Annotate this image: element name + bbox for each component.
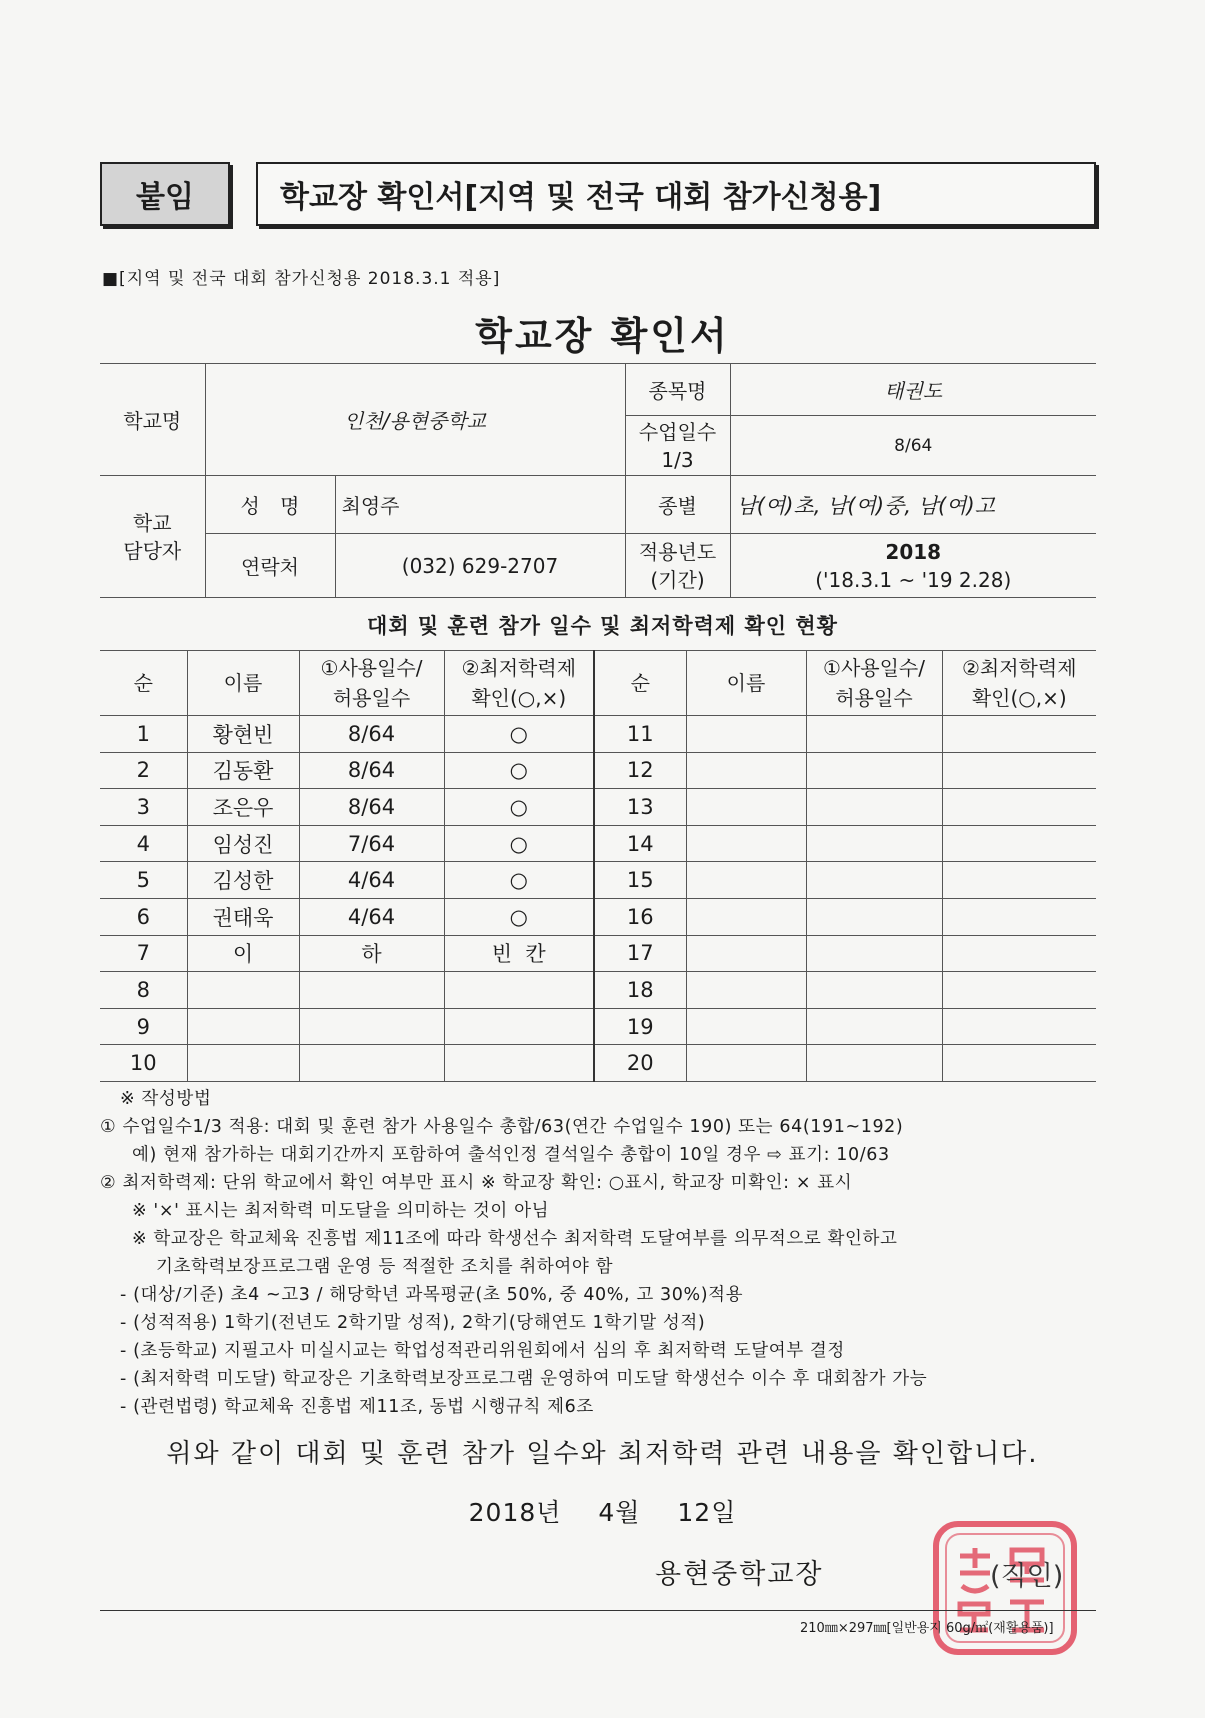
row-check-2 bbox=[942, 789, 1096, 826]
row-check-2 bbox=[942, 898, 1096, 935]
row-no-2: 16 bbox=[594, 898, 686, 935]
row-days: 8/64 bbox=[299, 789, 444, 826]
header-no-2: 순 bbox=[594, 651, 686, 716]
header-check-line2: 확인(○,×) bbox=[471, 686, 567, 710]
row-check-2 bbox=[942, 862, 1096, 899]
notes-heading: ※ 작성방법 bbox=[120, 1089, 212, 1109]
row-name-2 bbox=[686, 825, 806, 862]
header-name: 이름 bbox=[187, 651, 299, 716]
row-check: 빈 칸 bbox=[444, 935, 594, 972]
manager-label-line1: 학교 bbox=[132, 510, 172, 535]
row-no-2: 14 bbox=[594, 825, 686, 862]
row-check bbox=[444, 1045, 594, 1082]
row-name: 김동환 bbox=[187, 752, 299, 789]
row-no: 6 bbox=[100, 898, 187, 935]
row-check bbox=[444, 1008, 594, 1045]
row-days bbox=[299, 1008, 444, 1045]
row-days: 4/64 bbox=[299, 862, 444, 899]
event-label: 종목명 bbox=[625, 364, 730, 416]
row-name: 권태욱 bbox=[187, 898, 299, 935]
row-no-2: 18 bbox=[594, 972, 686, 1009]
principal-title: 용현중학교장 bbox=[655, 1559, 824, 1590]
writing-instructions bbox=[100, 1085, 1100, 1421]
row-days-2 bbox=[806, 935, 942, 972]
student-table bbox=[100, 650, 1096, 1082]
header-check-2 bbox=[942, 651, 1096, 716]
year-label bbox=[625, 534, 730, 598]
contact-label: 연락처 bbox=[205, 534, 335, 598]
period-value: ('18.3.1 ~ '19 2.28) bbox=[815, 567, 1012, 592]
days-label bbox=[625, 416, 730, 476]
table-row bbox=[100, 716, 1096, 753]
category-value: 남(여)초, 남(여)중, 남(여)고 bbox=[730, 476, 1096, 534]
note-line: ※ 학교장은 학교체육 진흥법 제11조에 따라 학생선수 최저학력 도달여부를 의무적으로 확인하고 bbox=[132, 1229, 898, 1249]
row-no: 5 bbox=[100, 862, 187, 899]
row-days: 하 bbox=[299, 935, 444, 972]
row-name-2 bbox=[686, 935, 806, 972]
header-name-2: 이름 bbox=[686, 651, 806, 716]
row-check: ○ bbox=[444, 716, 594, 753]
contact-value: (032) 629-2707 bbox=[335, 534, 625, 598]
row-days bbox=[299, 972, 444, 1009]
row-no-2: 19 bbox=[594, 1008, 686, 1045]
attachment-tag: 붙임 bbox=[100, 162, 230, 226]
row-check-2 bbox=[942, 1008, 1096, 1045]
confirmation-statement: 위와 같이 대회 및 훈련 참가 일수와 최저학력 관련 내용을 확인합니다. bbox=[166, 1439, 1039, 1469]
note-line: ② 최저학력제: 단위 학교에서 확인 여부만 표시 ※ 학교장 확인: ○표시, 학교장 미확인: × 표시 bbox=[100, 1173, 853, 1193]
header-days-2 bbox=[806, 651, 942, 716]
year-cell bbox=[730, 534, 1096, 598]
row-name-2 bbox=[686, 716, 806, 753]
note-line: - (최저학력 미도달) 학교장은 기초학력보장프로그램 운영하여 미도달 학생선수 이수 후 대회참가 가능 bbox=[120, 1369, 928, 1389]
header-title: 학교장 확인서[지역 및 전국 대회 참가신청용] bbox=[256, 162, 1096, 226]
row-no-2: 20 bbox=[594, 1045, 686, 1082]
paper-spec: 210㎜×297㎜[일반용지 60g/㎡(재활용품)] bbox=[800, 1621, 1054, 1636]
row-name: 이 bbox=[187, 935, 299, 972]
row-check-2 bbox=[942, 825, 1096, 862]
row-name-2 bbox=[686, 1045, 806, 1082]
date-month: 4월 bbox=[598, 1498, 641, 1527]
note-line: - (성적적용) 1학기(전년도 2학기말 성적), 2학기(당해연도 1학기말 성적) bbox=[120, 1313, 706, 1333]
days-label-line2: 1/3 bbox=[661, 447, 694, 472]
days-value: 8/64 bbox=[730, 416, 1096, 476]
name-value: 최영주 bbox=[335, 476, 625, 534]
note-line: - (대상/기준) 초4 ~고3 / 해당학년 과목평균(초 50%, 중 40%, 고 30%)적용 bbox=[120, 1285, 744, 1305]
table-row bbox=[100, 862, 1096, 899]
manager-label-line2: 담당자 bbox=[123, 538, 182, 563]
header-check-2-line1: ②최저학력제 bbox=[961, 656, 1077, 680]
row-name: 조은우 bbox=[187, 789, 299, 826]
school-value: 인천/용현중학교 bbox=[205, 364, 625, 476]
row-days: 7/64 bbox=[299, 825, 444, 862]
row-name bbox=[187, 972, 299, 1009]
row-check: ○ bbox=[444, 752, 594, 789]
row-no: 10 bbox=[100, 1045, 187, 1082]
row-days: 8/64 bbox=[299, 716, 444, 753]
row-no: 9 bbox=[100, 1008, 187, 1045]
note-line: 예) 현재 참가하는 대회기간까지 포함하여 출석인정 결석일수 총합이 10일 경우 ⇨ 표기: 10/63 bbox=[132, 1145, 890, 1165]
manager-label bbox=[100, 476, 205, 598]
header-no: 순 bbox=[100, 651, 187, 716]
row-name-2 bbox=[686, 1008, 806, 1045]
row-name-2 bbox=[686, 862, 806, 899]
row-name-2 bbox=[686, 789, 806, 826]
row-check-2 bbox=[942, 752, 1096, 789]
row-name bbox=[187, 1008, 299, 1045]
row-days: 8/64 bbox=[299, 752, 444, 789]
note-line: - (초등학교) 지필고사 미실시교는 학업성적관리위원회에서 심의 후 최저학력 도달여부 결정 bbox=[120, 1341, 845, 1361]
days-label-line1: 수업일수 bbox=[638, 419, 717, 444]
sub-note: ■[지역 및 전국 대회 참가신청용 2018.3.1 적용] bbox=[102, 269, 501, 289]
info-table bbox=[100, 363, 1096, 598]
row-no-2: 15 bbox=[594, 862, 686, 899]
row-days-2 bbox=[806, 789, 942, 826]
school-label: 학교명 bbox=[100, 364, 205, 476]
row-no: 7 bbox=[100, 935, 187, 972]
header-days bbox=[299, 651, 444, 716]
date-year: 2018년 bbox=[468, 1498, 562, 1527]
seal-label: (직인) bbox=[990, 1561, 1064, 1592]
header-days-line1: ①사용일수/ bbox=[320, 656, 423, 680]
year-label-line1: 적용년도 bbox=[638, 539, 717, 564]
table-row bbox=[100, 935, 1096, 972]
row-no: 4 bbox=[100, 825, 187, 862]
row-no: 1 bbox=[100, 716, 187, 753]
row-no: 8 bbox=[100, 972, 187, 1009]
row-no-2: 12 bbox=[594, 752, 686, 789]
row-days-2 bbox=[806, 716, 942, 753]
name-label: 성 명 bbox=[205, 476, 335, 534]
header-days-2-line2: 허용일수 bbox=[835, 686, 913, 710]
row-no-2: 17 bbox=[594, 935, 686, 972]
row-name: 황현빈 bbox=[187, 716, 299, 753]
note-line: ※ '×' 표시는 최저학력 미도달을 의미하는 것이 아님 bbox=[132, 1201, 550, 1221]
header-check-line1: ②최저학력제 bbox=[461, 656, 577, 680]
header-check-2-line2: 확인(○,×) bbox=[971, 686, 1067, 710]
date-day: 12일 bbox=[677, 1498, 737, 1527]
row-check: ○ bbox=[444, 789, 594, 826]
row-days bbox=[299, 1045, 444, 1082]
table-header-row bbox=[100, 651, 1096, 716]
row-check-2 bbox=[942, 935, 1096, 972]
header-days-line2: 허용일수 bbox=[332, 686, 411, 710]
row-days-2 bbox=[806, 825, 942, 862]
document-title: 학교장 확인서 bbox=[475, 314, 730, 358]
row-name-2 bbox=[686, 898, 806, 935]
bottom-divider bbox=[100, 1610, 1096, 1611]
table-row bbox=[100, 789, 1096, 826]
header-check bbox=[444, 651, 594, 716]
row-days: 4/64 bbox=[299, 898, 444, 935]
table-row bbox=[100, 972, 1096, 1009]
header-days-2-line1: ①사용일수/ bbox=[823, 656, 925, 680]
note-line: ① 수업일수1/3 적용: 대회 및 훈련 참가 사용일수 총합/63(연간 수업일수 190) 또는 64(191~192) bbox=[100, 1117, 904, 1137]
row-days-2 bbox=[806, 862, 942, 899]
row-name: 김성한 bbox=[187, 862, 299, 899]
table-row bbox=[100, 1045, 1096, 1082]
row-check bbox=[444, 972, 594, 1009]
table-row bbox=[100, 825, 1096, 862]
table-row bbox=[100, 1008, 1096, 1045]
note-line: - (관련법령) 학교체육 진흥법 제11조, 동법 시행규칙 제6조 bbox=[120, 1397, 594, 1417]
table-row bbox=[100, 898, 1096, 935]
row-days-2 bbox=[806, 898, 942, 935]
row-name-2 bbox=[686, 972, 806, 1009]
row-check-2 bbox=[942, 1045, 1096, 1082]
section-heading: 대회 및 훈련 참가 일수 및 최저학력제 확인 현황 bbox=[367, 614, 838, 638]
note-line: 기초학력보장프로그램 운영 등 적절한 조치를 취하여야 함 bbox=[156, 1257, 614, 1277]
event-value: 태권도 bbox=[730, 364, 1096, 416]
year-value: 2018 bbox=[885, 539, 942, 564]
row-check-2 bbox=[942, 716, 1096, 753]
category-label: 종별 bbox=[625, 476, 730, 534]
row-check: ○ bbox=[444, 825, 594, 862]
row-name-2 bbox=[686, 752, 806, 789]
year-label-line2: (기간) bbox=[650, 567, 705, 592]
row-check: ○ bbox=[444, 862, 594, 899]
row-days-2 bbox=[806, 752, 942, 789]
row-days-2 bbox=[806, 1008, 942, 1045]
table-row bbox=[100, 752, 1096, 789]
row-check-2 bbox=[942, 972, 1096, 1009]
row-no: 3 bbox=[100, 789, 187, 826]
row-name bbox=[187, 1045, 299, 1082]
row-days-2 bbox=[806, 1045, 942, 1082]
row-days-2 bbox=[806, 972, 942, 1009]
row-check: ○ bbox=[444, 898, 594, 935]
row-no-2: 11 bbox=[594, 716, 686, 753]
row-no-2: 13 bbox=[594, 789, 686, 826]
row-no: 2 bbox=[100, 752, 187, 789]
row-name: 임성진 bbox=[187, 825, 299, 862]
